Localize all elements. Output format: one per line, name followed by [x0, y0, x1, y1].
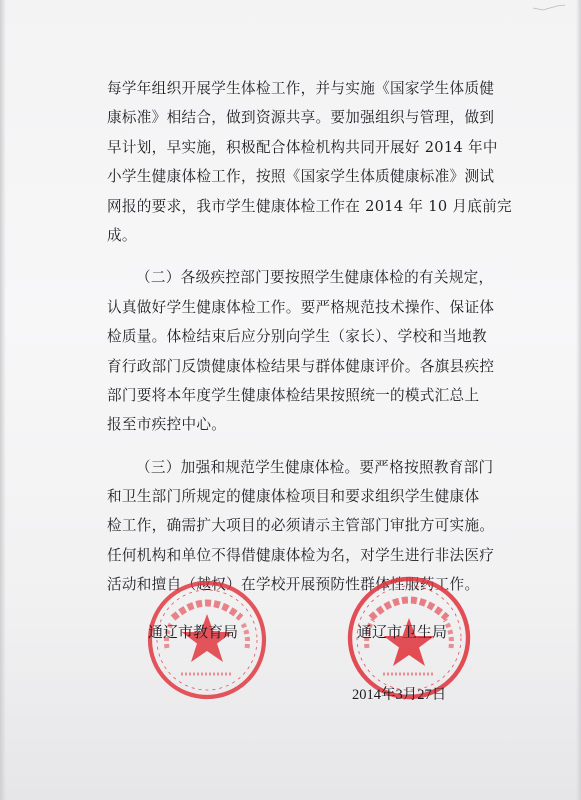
text-line: 康标准》相结合，做到资源共享。要加强组织与管理，做到	[107, 109, 495, 127]
text-line: 网报的要求，我市学生健康体检工作在 2014 年 10 月底前完	[107, 197, 512, 215]
scan-shadow-right	[576, 0, 581, 800]
scan-mark-icon	[529, 2, 569, 12]
text-line: 每学年组织开展学生体检工作，并与实施《国家学生体质健	[107, 80, 495, 97]
text-line: 早计划，早实施，积极配合体检机构共同开展好 2014 年中	[107, 138, 498, 156]
text-line: （二）各级疾控部门要按照学生健康体检的有关规定，	[136, 269, 494, 287]
text-line: 和卫生部门所规定的健康体检项目和要求组织学生健康体	[107, 488, 480, 506]
body-text	[107, 74, 519, 600]
text-line: 成。	[107, 226, 137, 244]
text-line: 活动和擅自（越权）在学校开展预防性群体性服药工作。	[107, 576, 480, 594]
signer-health-bureau: 通辽市卫生局	[357, 623, 448, 641]
text-line: 认真做好学生健康体检工作。要严格规范技术操作、保证体	[107, 298, 495, 316]
text-line: 小学生健康体检工作，按照《国家学生体质健康标准》测试	[107, 168, 495, 186]
signer-education-bureau: 通辽市教育局	[148, 623, 239, 641]
text-line: 报至市疾控中心。	[107, 416, 227, 434]
text-line: 检工作，确需扩大项目的必须请示主管部门审批方可实施。	[107, 517, 495, 535]
document-date: 2014年3月27日	[352, 687, 447, 703]
text-line: 任何机构和单位不得借健康体检为名，对学生进行非法医疗	[107, 546, 495, 564]
scan-shadow-left	[0, 0, 6, 800]
paragraph-2	[107, 263, 519, 439]
paragraph-1	[107, 74, 519, 250]
text-line: （三）加强和规范学生健康体检。要严格按照教育部门	[136, 458, 494, 476]
text-line: 检质量。体检结束后应分别向学生（家长）、学校和当地教	[107, 328, 487, 346]
text-line: 部门要将本年度学生健康体检结果按照统一的模式汇总上	[107, 386, 480, 404]
text-line: 育行政部门反馈健康体检结果与群体健康评价。各旗县疾控	[107, 357, 495, 375]
